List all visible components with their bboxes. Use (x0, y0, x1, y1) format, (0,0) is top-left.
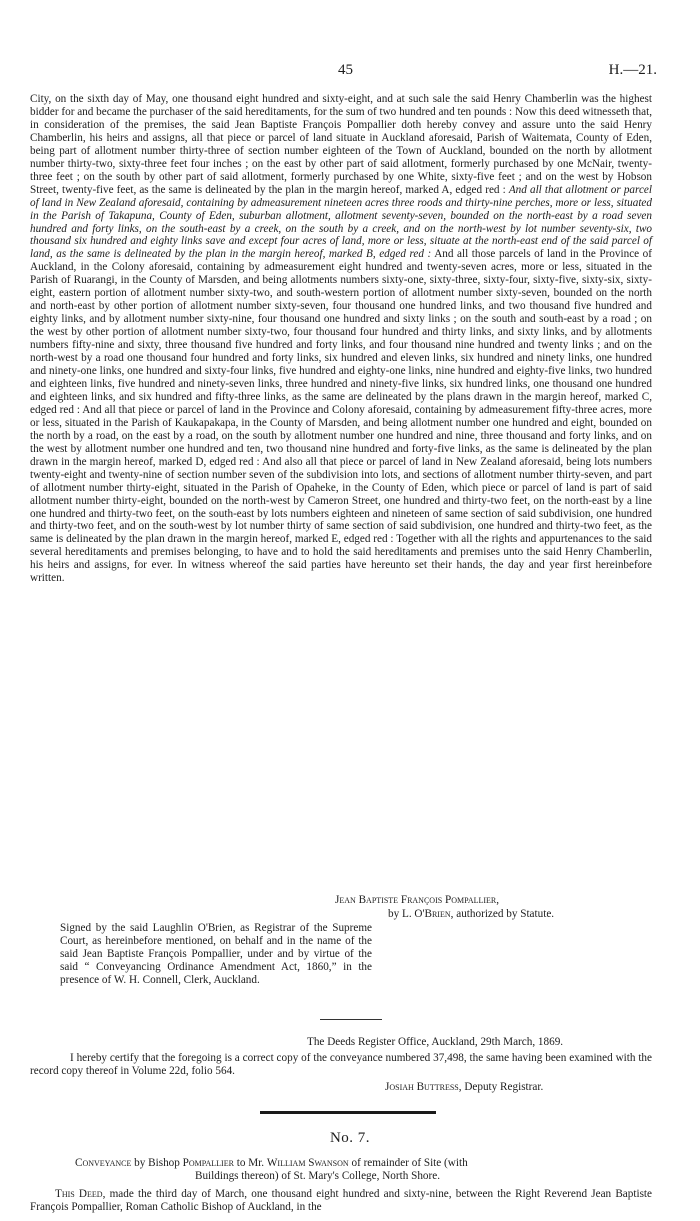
title-text-1: by Bishop (131, 1157, 183, 1169)
signature-by-line (388, 908, 554, 921)
deed-body-text (30, 93, 652, 585)
page-header (0, 62, 700, 82)
certificate-signer-title: , Deputy Registrar. (458, 1081, 544, 1093)
section-divider (260, 1111, 436, 1114)
body-text-part-1: City, on the sixth day of May, one thousand eight hundred and sixty-eight, and at such sale the said Henry Chamberlin was the highest bidder for and became the purchaser of the said hereditaments, for the sum of two hundred and ten pounds : Now this deed witnesseth that, in consideration of the premises, the said Jean Baptiste François Pompallier doth hereby convey and assure unto the said Henry Chamberlin, his heirs and assigns, all that piece or parcel of land situate in Auckland aforesaid, Parish of Waitemata, County of Eden, being part of allotment number thirty-three of section number eighteen of the Town of Auckland, bounded on the north by allotment number thirty-two, sixty-three feet four inches ; on the east by other part of said allotment, formerly purchased by one McNair, twenty-three feet ; on the south by other part of said allotment, formerly purchased by one White, sixty-five feet ; and on the west by Hobson Street, twenty-five feet, as the same is delineated by the plan in the margin hereof, marked A, edged red : (30, 93, 652, 196)
certificate-signer (385, 1081, 543, 1093)
body-text-italic-clause: And all that allotment or parcel of land in New Zealand aforesaid, containing by admeasurement nineteen acres three roods and thirty-nine perches, more or less, situated in the Parish of Takapuna, County of Eden, suburban allotment, allotment seventy-seven, bounded on the north-east by a road seven hundred and forty links, on the south-east by a creek, on the south by a creek, and on the north-west by lot number seventy-six, two thousand six hundred and eighty links save and except four acres of land, more or less, situate at the north-east end of the said parcel of land, as the same is delineated by the plan in the margin hereof, marked B, edged red : (30, 183, 652, 261)
title-text-3: of remainder of Site (with (348, 1157, 468, 1169)
grantor-signature: Jean Baptiste François Pompallier, (335, 894, 500, 906)
certificate-signer-name: Josiah Buttress (385, 1081, 459, 1093)
title-text-2: to Mr. (233, 1157, 267, 1169)
title-line-2: Buildings thereon) of St. Mary's College, North Shore. (195, 1170, 441, 1182)
divider-rule (320, 1019, 382, 1020)
signature-by-prefix: by (388, 908, 402, 920)
certificate-text: I hereby certify that the foregoing is a correct copy of the conveyance numbered 37,498, the same having been examined with the record copy thereof in Volume 22d, folio 564. (30, 1052, 652, 1077)
signature-by-suffix: , authorized by Statute. (450, 908, 555, 920)
signed-statement: Signed by the said Laughlin O'Brien, as Registrar of the Supreme Court, as hereinbefore mentioned, on behalf and in the name of the said Jean Baptiste François Pompallier, under and by virtue of the said “ Conveyancing Ordinance Amendment Act, 1860,” in the presence of W. H. Connell, Clerk, Auckland. (60, 922, 372, 986)
document-reference: H.—21. (608, 62, 657, 78)
deed-opening (30, 1188, 652, 1214)
signature-by-name: L. O'Brien (401, 908, 451, 920)
section-title (75, 1157, 647, 1183)
section-number: No. 7. (329, 1130, 371, 1146)
deed-lead: This Deed (55, 1188, 103, 1200)
page-number: 45 (338, 62, 353, 78)
title-conveyance: Conveyance (75, 1157, 132, 1169)
certificate-place-date: The Deeds Register Office, Auckland, 29th March, 1869. (307, 1036, 564, 1048)
title-swanson: William Swanson (266, 1157, 349, 1169)
body-text-part-2: And all those parcels of land in the Province of Auckland, in the Colony aforesaid, containing by admeasurement eight hundred and twenty-seven acres, more or less, situated in the Parish of Ruarangi, in the County of Marsden, and being allotments numbers sixty-one, sixty-three, sixty-four, sixty-five, sixty-six, sixty-eight, eastern portion of allotment number sixty-two, and south-western portion of allotment number sixty-seven, bounded on the north and north-east by other portion of allotment number sixty-seven, four thousand one hundred links, and two thousand five hundred and eighty links, and by allotment number sixty-nine, four thousand one hundred and sixty links ; on the south and south-east by a road ; on the west by other portion of allotment number sixty-two, four thousand four hundred and thirty links, and sixty links, and by allotments numbers fifty-nine and sixty, three thousand five hundred and forty links, and four thousand nine hundred and twenty links ; and on the north-west by a road one thousand four hundred and forty links, six hundred and eleven links, six hundred and ninety links, one hundred and ninety-one links, one hundred and sixty-four links, five hundred and eighty-one links, nine hundred and eighty-five links, two hundred and eighteen links, five hundred and ninety-seven links, three hundred and ninety-five links, six hundred links, one thousand one hundred and eighteen links, and six hundred and fifty-three links, as the same are delineated by the plans drawn in the margin hereof, marked C, edged red : And all that piece or parcel of land in the Province and Colony aforesaid, containing by admeasurement fifty-three acres, more or less, situated in the Parish of Kaukapakapa, in the County of Marsden, and being allotment number one hundred and eight, bounded on the north by a road, on the east by a road, on the south by allotment number one hundred and nine, three thousand and forty links, and on the west by allotment number one hundred and ten, two thousand nine hundred and forty-five links, as the same is delineated by the plan drawn in the margin hereof, marked D, edged red : And also all that piece or parcel of land in New Zealand aforesaid, being lots numbers twenty-eight and twenty-nine of section number seven of the subdivision into lots, and sections of allotment number thirty-seven, and part of allotment number thirty-eight, situated in the Parish of Opaheke, in the County of Eden, which piece or parcel of land is part of said allotment number thirty-eight, bounded on the north-west by Cameron Street, one hundred and thirty-two feet, on the north-east by a line one hundred and thirty-two feet, on the south-east by lots numbers eighteen and nineteen of same section of said subdivision, one hundred and thirty-two feet, and on the south-west by lot number thirty of same section of said subdivision, one hundred and thirty-two feet, as the same is delineated by the plan drawn in the margin hereof, marked E, edged red : Together with all the rights and appurtenances to the said several hereditaments and premises belonging, to have and to hold the said hereditaments and premises unto the said Henry Chamberlin, his heirs and assigns, for ever. In witness whereof the said parties have hereunto set their hands, the day and year first hereinbefore written. (30, 248, 652, 585)
title-pompallier: Pompallier (182, 1157, 234, 1169)
deed-text: , made the third day of March, one thousand eight hundred and sixty-nine, between the Right Reverend Jean Baptiste François Pompallier, Roman Catholic Bishop of Auckland, in the (30, 1188, 652, 1213)
